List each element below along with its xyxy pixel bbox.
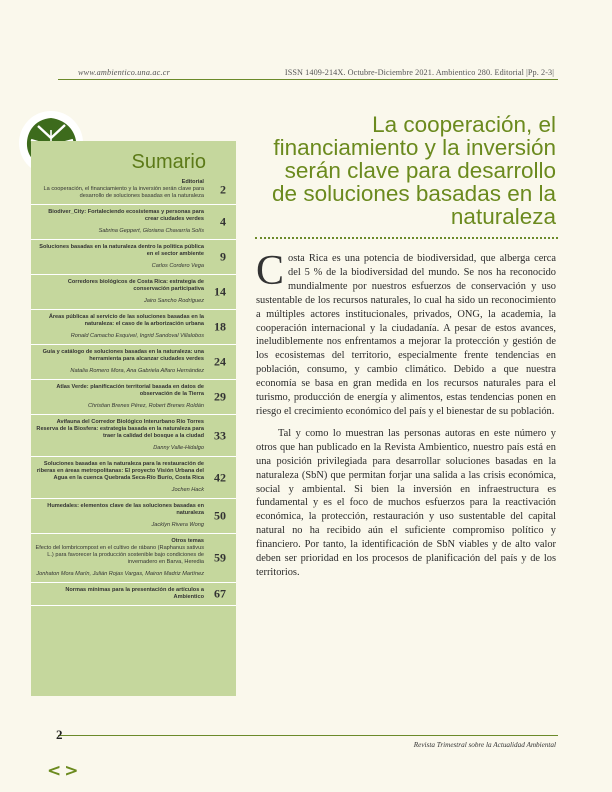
header-url: www.ambientico.una.ac.cr bbox=[78, 68, 170, 77]
sumario-entry-author: Jacklyn Rivera Wong bbox=[151, 522, 204, 528]
sumario-entry-page: 29 bbox=[214, 389, 226, 404]
sumario-entry-author: Christian Brenes Pérez, Robert Brenes Roldán bbox=[88, 403, 204, 409]
sumario-entry-page: 9 bbox=[220, 249, 226, 264]
sumario-entry-title: Biodiver_City: Fortaleciendo ecosistemas y personas para crear ciudades verdes bbox=[48, 209, 204, 222]
sumario-entry[interactable] bbox=[31, 380, 236, 415]
sumario-entry[interactable] bbox=[31, 345, 236, 380]
sumario-entry-title: Editorial bbox=[181, 179, 204, 185]
sumario-list bbox=[31, 175, 236, 606]
sumario-entry-author: Carlos Cordero Vega bbox=[151, 263, 204, 269]
sumario-entry-title: Corredores biológicos de Costa Rica: estrategia de conservación participativa bbox=[67, 279, 204, 292]
sumario-entry-title: Atlas Verde: planificación territorial basada en datos de observación de la Tierra bbox=[56, 384, 204, 397]
sumario-entry-page: 4 bbox=[220, 214, 226, 229]
sumario-entry-title: Guía y catálogo de soluciones basadas en la naturaleza: una herramienta para alcanzar ciudades verdes bbox=[42, 349, 204, 362]
sumario-entry-author: Natalia Romero Mora, Ana Gabriela Alfaro Hernández bbox=[70, 368, 204, 374]
sumario-panel bbox=[31, 141, 236, 696]
sumario-entry-title: Normas mínimas para la presentación de artículos a Ambientico bbox=[65, 587, 204, 600]
sumario-entry[interactable] bbox=[31, 310, 236, 345]
sumario-entry[interactable] bbox=[31, 205, 236, 240]
sumario-entry-title: Avifauna del Corredor Biológico Interurbano Río Torres Reserva de la Biosfera: estrategia basada en la naturaleza para traer la calidad del bosque a la ciudad bbox=[36, 419, 204, 439]
sumario-entry-page: 2 bbox=[220, 182, 226, 196]
title-dotted-rule bbox=[255, 237, 558, 239]
sumario-entry[interactable] bbox=[31, 275, 236, 310]
sumario-entry[interactable] bbox=[31, 415, 236, 457]
header-issn: ISSN 1409-214X. Octubre-Diciembre 2021. Ambientico 280. Editorial |Pp. 2-3| bbox=[284, 68, 554, 77]
journal-tagline: Revista Trimestral sobre la Actualidad Ambiental bbox=[413, 741, 556, 749]
sumario-entry[interactable] bbox=[31, 457, 236, 499]
sumario-entry-title: Soluciones basadas en la naturaleza para la restauración de riberas en áreas metropolitanas: El proyecto Visión Urbana del Agua en la cuenca Quebrada Seca-Río Burío, Costa Rica bbox=[36, 461, 204, 481]
header-divider bbox=[58, 79, 558, 80]
sumario-entry-title: Áreas públicas al servicio de las soluciones basadas en la naturaleza: el caso de la arborización urbana bbox=[48, 314, 204, 327]
sumario-entry-author: Danny Valle-Hidalgo bbox=[153, 445, 204, 451]
paragraph-1 bbox=[256, 248, 556, 419]
sumario-heading: Sumario bbox=[131, 151, 206, 173]
sumario-entry-title: Humedales: elementos clave de las soluciones basadas en naturaleza bbox=[47, 503, 204, 516]
sumario-entry-author: Sabrina Geppert, Gloriana Chavarría Solís bbox=[98, 228, 204, 234]
sumario-entry-page: 33 bbox=[214, 428, 226, 442]
sumario-entry[interactable] bbox=[31, 534, 236, 583]
sumario-entry-page: 59 bbox=[214, 550, 226, 565]
paragraph-2: Tal y como lo muestran las personas autoras en este número y otros que han publicado en la Revista Ambientico, nuestro país está en una posición privilegiada para desarrollar soluciones basadas en la naturaleza (SbN) que permitan forjar una salida a las crisis económica, social y ambiental. Si bien la inversión en infraestructura es fundamental y es el foco de muchos esfuerzos para la reactivación económica, la protección, restauración y uso sustentable del capital natural no ha recibido aún el suficiente compromiso político y financiero. Por tanto, la identificación de SbN viables y de alto valor deben ser prioridad en los procesos de planificación del país y de los territorios. bbox=[256, 427, 556, 578]
sumario-entry-page: 50 bbox=[214, 508, 226, 523]
sumario-entry-subtitle: Efecto del lombricompost en el cultivo de rábano (Raphanus sativus L.) para favorecer la producción sostenible bajo condiciones de invernadero en Barva, Heredia bbox=[35, 545, 204, 565]
article-body bbox=[256, 248, 556, 580]
sumario-entry-author: Ronald Camacho Esquivel, Ingrid Sandoval Villalobos bbox=[70, 333, 204, 339]
sumario-entry[interactable] bbox=[31, 583, 236, 606]
sumario-entry[interactable] bbox=[31, 240, 236, 275]
paragraph-1-text: osta Rica es una potencia de biodiversidad, que alberga cerca del 5 % de la biodiversidad del mundo. Se nos ha reconocido mundialmente por nuestros esfuerzos de conservación y uso sustentable de los recursos naturales, lo cual ha sido un reconocimiento a múltiples actores institucionales, privados, ONG, la academia, la cooperación internacional y la ciudadanía. A pesar de estos avances, ineludiblemente nos enfrentamos a mejorar la protección y gestión de los ecosistemas del territorio, especialmente frente tendencias en población, consumo, y cambio climático. Debido a que nuestra economía se basa en gran medida en los recursos naturales para el turismo, producción de energía y alimentos, estas tendencias ponen en riesgo el crecimiento económico del país y el bienestar de su población. bbox=[256, 253, 556, 417]
article-title: La cooperación, el financiamiento y la inversión serán clave para desarrollo de soluciones basadas en la naturaleza bbox=[272, 112, 556, 229]
sumario-entry-subtitle: La cooperación, el financiamiento y la inversión serán clave para desarrollo de soluciones basadas en la naturaleza bbox=[43, 186, 204, 199]
sumario-entry-page: 42 bbox=[214, 470, 226, 484]
sumario-entry[interactable] bbox=[31, 499, 236, 534]
sumario-entry-author: Jonhaton Mora Marín, Julián Rojas Vargas, Mairon Madriz Martínez bbox=[36, 571, 204, 577]
sumario-entry-page: 67 bbox=[214, 586, 226, 601]
sumario-entry-title: Otros temas bbox=[171, 538, 204, 544]
sumario-entry-page: 18 bbox=[214, 319, 226, 334]
sumario-entry-title: Soluciones basadas en la naturaleza dentro la política pública en el sector ambiente bbox=[39, 244, 204, 257]
footer-divider bbox=[58, 735, 558, 736]
sumario-entry-page: 24 bbox=[214, 354, 226, 369]
prev-page-button[interactable]: < bbox=[47, 761, 65, 781]
sumario-entry[interactable] bbox=[31, 175, 236, 205]
sumario-entry-page: 14 bbox=[214, 284, 226, 299]
sumario-entry-author: Jairo Sancho Rodríguez bbox=[143, 298, 204, 304]
page-nav bbox=[47, 761, 82, 781]
next-page-button[interactable]: > bbox=[64, 761, 82, 781]
sumario-entry-author: Jochen Hack bbox=[171, 487, 204, 493]
page-number: 2 bbox=[56, 727, 63, 742]
drop-cap: C bbox=[256, 248, 285, 294]
